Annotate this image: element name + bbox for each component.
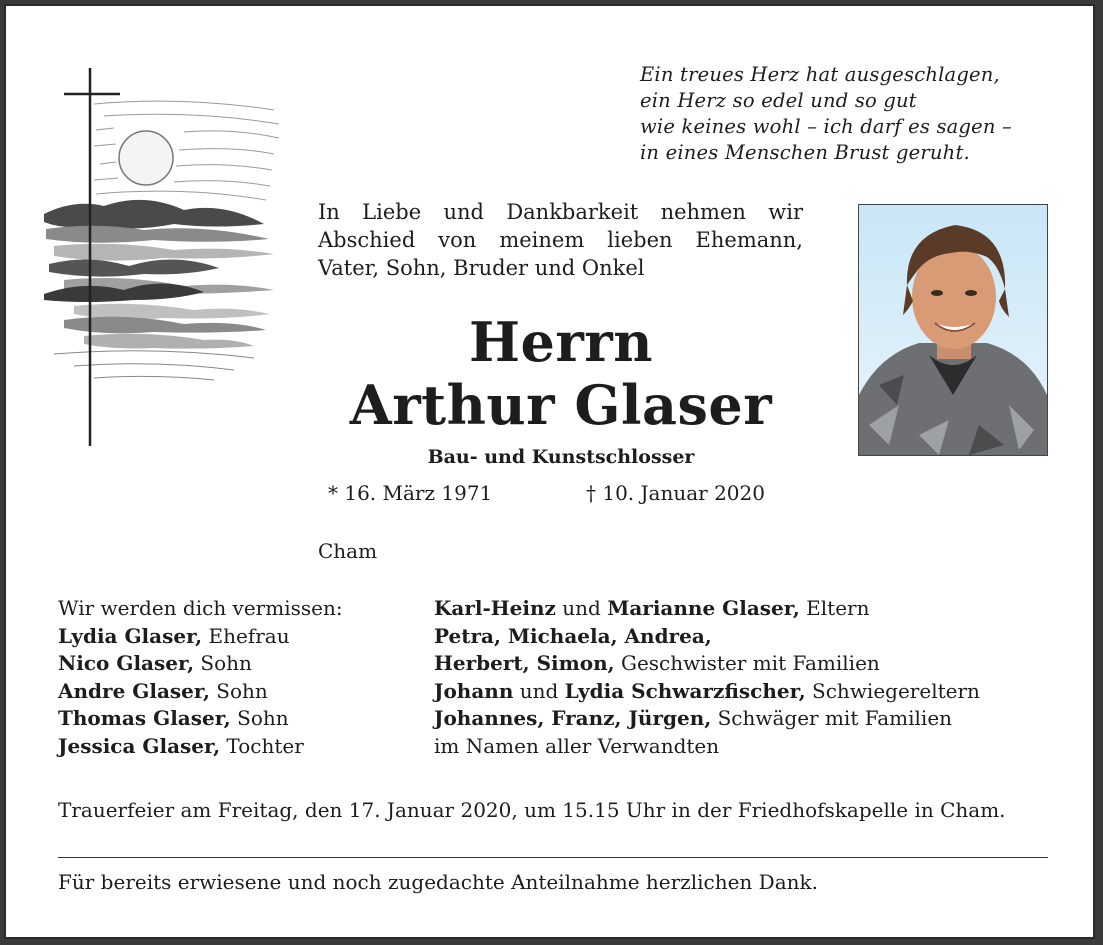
poem-line: ein Herz so edel und so gut [640,89,917,112]
death-date: † 10. Januar 2020 [586,481,765,505]
mourners-right-list [434,595,980,761]
salutation: Herrn [468,310,654,374]
obituary-notice [4,4,1095,939]
mourner-line: Karl-Heinz und Marianne Glaser, Eltern [434,596,870,620]
thanks-note: Für bereits erwiesene und noch zugedachte Anteilnahme herzlichen Dank. [58,870,818,894]
mourner-line: Jessica Glaser, Tochter [58,733,304,758]
intro-line: In Liebe und Dankbarkeit nehmen wir [318,200,803,224]
profession: Bau- und Kunstschlosser [427,446,695,468]
mourner-line: im Namen aller Verwandten [434,733,720,758]
mourners-left-list [58,595,343,761]
mourner-line: Nico Glaser, Sohn [58,651,252,676]
mourner-line: Johann und Lydia Schwarzfischer, Schwiegereltern [434,678,980,703]
farewell-intro [318,198,803,282]
mourner-line: Johannes, Franz, Jürgen, Schwäger mit Familien [434,706,953,731]
mourner-line: Wir werden dich vermissen: [58,596,343,620]
mourner-line: Andre Glaser, Sohn [58,678,268,703]
divider [58,857,1048,858]
intro-line: Vater, Sohn, Bruder und Onkel [318,256,645,280]
mourner-line: Petra, Michaela, Andrea, [434,623,712,648]
funeral-details: Trauerfeier am Freitag, den 17. Januar 2020, um 15.15 Uhr in der Friedhofskapelle in Cham. [58,798,1006,822]
place: Cham [318,539,378,563]
poem-line: in eines Menschen Brust geruht. [640,141,970,164]
mourner-line: Herbert, Simon, Geschwister mit Familien [434,651,880,676]
intro-line: Abschied von meinem lieben Ehemann, [318,228,803,252]
poem-line: wie keines wohl – ich darf es sagen – [640,115,1013,138]
mourner-line: Lydia Glaser, Ehefrau [58,623,290,648]
portrait-photo [858,204,1048,456]
poem-line: Ein treues Herz hat ausgeschlagen, [640,63,1000,86]
cross-landscape-illustration [34,54,284,449]
memorial-poem [640,62,1012,166]
deceased-name: Arthur Glaser [349,373,773,437]
mourner-line: Thomas Glaser, Sohn [58,706,289,731]
birth-date: * 16. März 1971 [328,481,493,505]
